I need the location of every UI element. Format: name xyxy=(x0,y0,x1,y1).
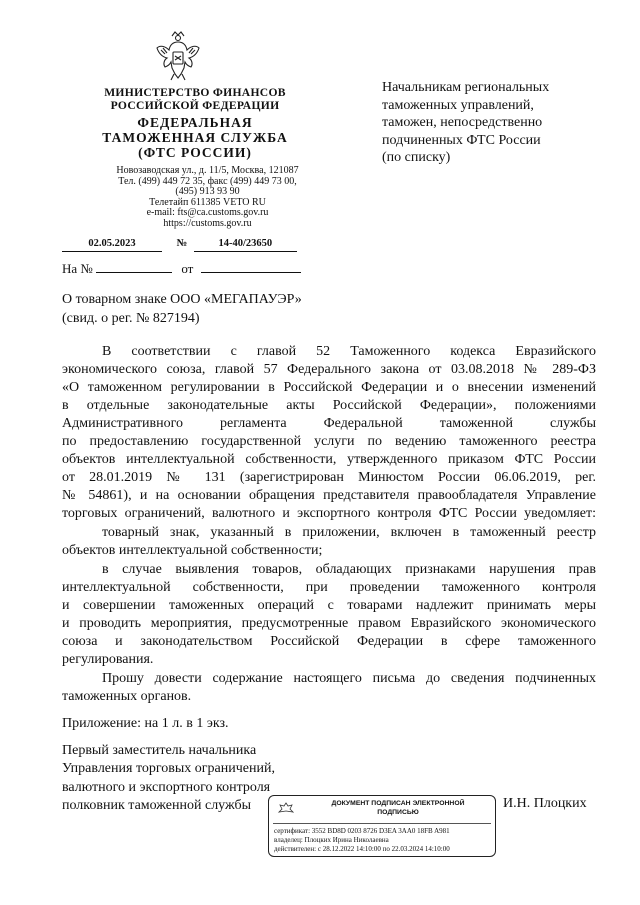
recipient-line: таможен, непосредственно xyxy=(382,115,543,130)
recipient-line: (по списку) xyxy=(382,150,451,165)
body-line: таможенных органов. xyxy=(62,689,192,704)
sender-phone2: (495) 913 93 90 xyxy=(175,186,240,197)
e-signature-stamp xyxy=(268,795,496,857)
reply-number-field xyxy=(96,259,172,273)
signatory-line: валютного и экспортного контроля xyxy=(62,779,271,795)
recipient-line: Начальникам региональных xyxy=(382,80,550,95)
body-line: торговых ограничений, валютного и экспортного контроля ФТС России уведомляет: xyxy=(62,506,596,521)
body-line: интеллектуальной собственности, при проведении таможенного контроля xyxy=(62,580,596,595)
e-signature-title xyxy=(303,800,493,817)
registration-block xyxy=(62,238,297,252)
registration-number-label: № xyxy=(176,238,188,249)
e-signature-owner: владелец: Плоцких Ирина Николаевна xyxy=(274,836,389,844)
body-line: и совершении таможенных операций с товарами надлежит принимать меры xyxy=(62,598,596,613)
coat-of-arms-emblem xyxy=(155,30,201,82)
reply-date-field xyxy=(201,259,301,273)
ministry-name-line2: РОССИЙСКОЙ ФЕДЕРАЦИИ xyxy=(110,99,280,112)
body-line: союза и законодательством Российской Федерации в сфере таможенного xyxy=(62,634,596,649)
stamp-divider xyxy=(273,823,491,824)
registration-date: 02.05.2023 xyxy=(62,238,162,252)
e-signature-certificate: сертификат: 3552 BD8D 0203 8726 D3EA 3AA0 18FB A981 xyxy=(274,827,450,835)
emblem-icon xyxy=(277,802,295,814)
e-signature-title-line2: ПОДПИСЬЮ xyxy=(377,808,419,816)
sender-phone: Тел. (499) 449 72 35, факс (499) 449 73 00, xyxy=(118,175,297,187)
signatory-line: Управления торговых ограничений, xyxy=(62,761,275,777)
e-signature-title-line1: ДОКУМЕНТ ПОДПИСАН ЭЛЕКТРОННОЙ xyxy=(331,800,465,807)
recipient-line: подчиненных ФТС России xyxy=(382,132,541,148)
e-signature-validity: действителен: с 28.12.2022 14:10:00 по 22.03.2024 14:10:00 xyxy=(274,845,450,853)
body-line: В соответствии с главой 52 Таможенного кодекса Евразийского xyxy=(102,344,596,359)
body-line: Прошу довести содержание настоящего письма до сведения подчиненных xyxy=(102,671,596,686)
recipient-block xyxy=(382,79,622,167)
reply-reference xyxy=(62,259,301,277)
body-line: экономического союза, главой 57 Федерального закона от 03.08.2018 № 289-ФЗ xyxy=(62,362,596,377)
signatory-line: Первый заместитель начальника xyxy=(62,743,257,758)
sender-website: https://customs.gov.ru xyxy=(163,217,252,229)
agency-name-line2: ТАМОЖЕННАЯ СЛУЖБА xyxy=(102,130,288,145)
sender-address: Новозаводская ул., д. 11/5, Москва, 121087 xyxy=(116,165,299,176)
body-line: Административного регламента Федеральной таможенной службы xyxy=(62,416,596,431)
body-line: в отдельные законодательные акты Российской Федерации», положениями xyxy=(62,398,596,413)
body-line: от 28.01.2019 № 131 (зарегистрирован Минюстом России 06.06.2019, рег. xyxy=(62,470,596,485)
body-line: объектов интеллектуальной собственности; xyxy=(62,543,323,558)
signatory-line: полковник таможенной службы xyxy=(62,797,252,813)
body-line: и проводить мероприятия, предусмотренные правом Евразийского экономического xyxy=(62,616,596,631)
signatory-block xyxy=(62,742,275,815)
sender-teletype: Телетайп 611385 VETO RU xyxy=(149,196,266,208)
recipient-line: таможенных управлений, xyxy=(382,97,534,113)
ministry-name-line1: МИНИСТЕРСТВО ФИНАНСОВ xyxy=(104,86,286,99)
body-line: объектов интеллектуальной собственности, утвержденного приказом ФТС России xyxy=(62,452,596,467)
subject-line: О товарном знаке ООО «МЕГАПАУЭР» xyxy=(62,292,302,307)
subject-line: (свид. о рег. № 827194) xyxy=(62,311,200,326)
agency-name-line1: ФЕДЕРАЛЬНАЯ xyxy=(137,115,253,130)
sender-email: e-mail: fts@ca.customs.gov.ru xyxy=(146,207,269,218)
signatory-name: И.Н. Плоцких xyxy=(503,796,587,811)
body-line: «О таможенном регулировании в Российской Федерации и о внесении изменений xyxy=(62,380,596,395)
subject xyxy=(62,290,302,328)
registration-number: 14-40/23650 xyxy=(194,238,297,252)
agency-name-line3: (ФТС РОССИИ) xyxy=(138,145,252,160)
reply-from-label: от xyxy=(181,261,194,276)
body-line: регулирования. xyxy=(62,652,154,667)
reply-number-label: На № xyxy=(62,261,93,276)
body-line: по предоставлению государственной услуги по ведению таможенного реестра xyxy=(62,434,596,449)
body-line: № 54861), и на основании обращения представителя правообладателя Управление xyxy=(62,488,596,503)
attachment-note: Приложение: на 1 л. в 1 экз. xyxy=(62,716,229,731)
body-line: в случае выявления товаров, обладающих признаками нарушения прав xyxy=(102,562,596,577)
body-line: товарный знак, указанный в приложении, включен в таможенный реестр xyxy=(102,525,596,540)
